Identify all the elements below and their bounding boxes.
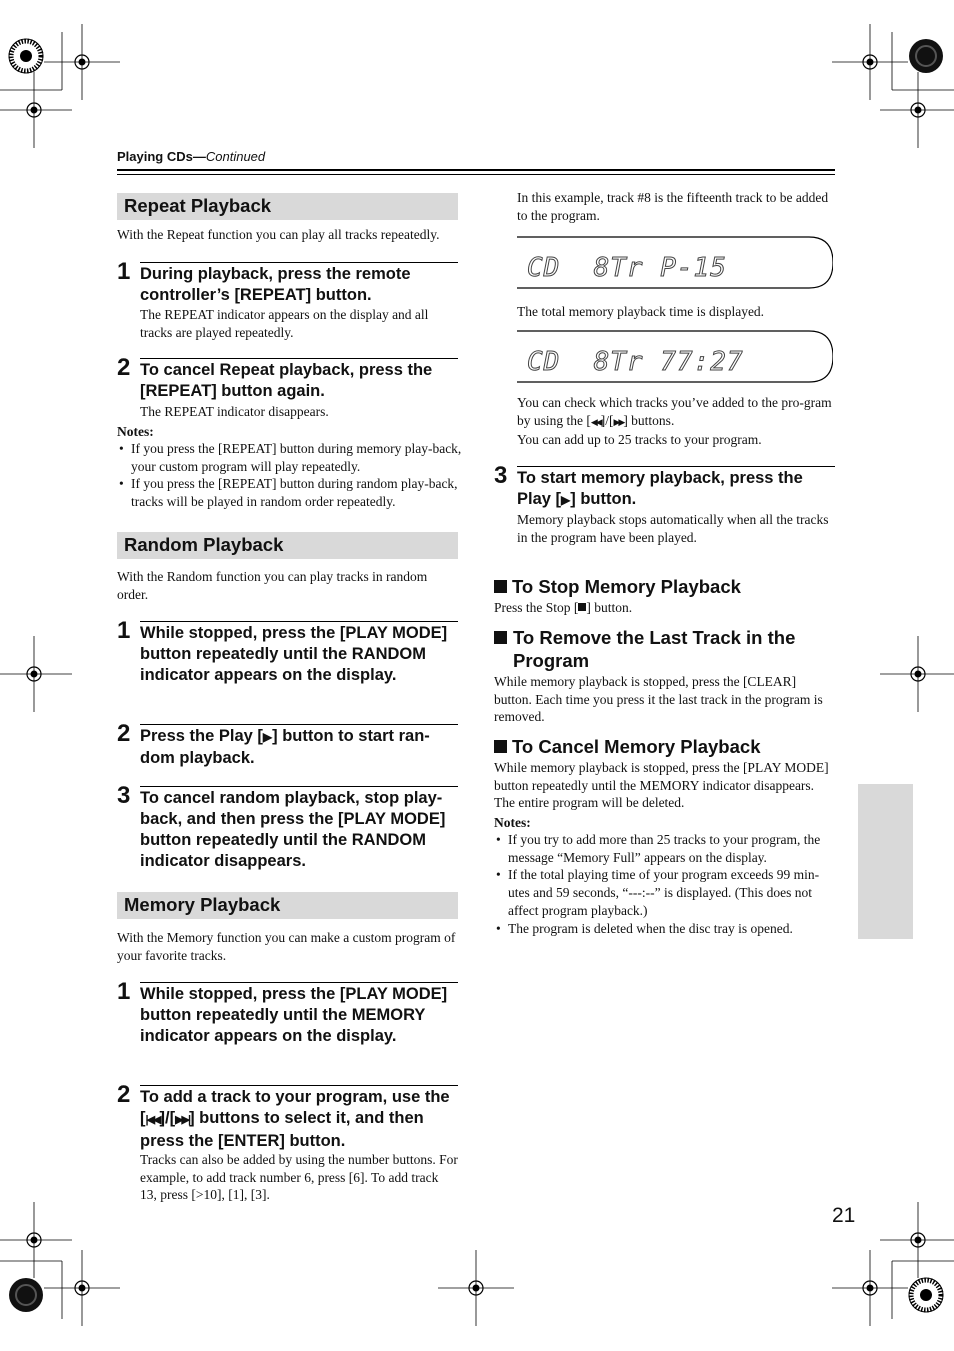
repeat-step-2 [117,354,458,423]
note-item: • If you press the [REPEAT] button during memory play-back, your custom program will play repeatedly. [117,440,462,475]
step-number: 2 [117,1081,131,1108]
lcd-cd: CD [527,253,561,283]
check-tracks-text [517,394,835,431]
cancel-memory-text: While memory playback is stopped, press the [PLAY MODE] button repeatedly until the MEMORY indicator disappears. The entire program will be deleted. [494,760,829,811]
random-step-2 [117,720,458,779]
step-heading [140,726,458,769]
square-bullet-icon [494,631,507,644]
lcd-track: 8Tr [593,347,644,377]
fast-forward-icon: ▶▶ [613,416,624,427]
lcd-display-2 [517,330,833,383]
body-text: ] buttons. [623,412,675,428]
running-header-section: Playing CDs— [117,149,206,164]
section-repeat-playback [117,193,458,220]
body-text: You can check which tracks you’ve added to the pro-gram by using the [ [517,395,832,428]
lcd-track: 8Tr [593,253,644,283]
step-description: Tracks can also be added by using the number buttons. For example, to add track number 6, press [6]. To add track 13, press [>10], [1], [3]. [140,1152,458,1203]
step-heading-text: ] button. [570,490,637,508]
memory-step-3 [494,462,835,551]
section-title: Random Playback [124,534,284,555]
body-text: ] button. [586,600,633,615]
step-heading: To cancel Repeat playback, press the [REPEAT] button again. [140,361,433,400]
rewind-icon: ◀◀ [590,416,601,427]
memory-step-2 [117,1081,458,1210]
stop-memory-heading [494,575,835,598]
header-rule-thin [117,174,835,175]
step-heading: While stopped, press the [PLAY MODE] button repeatedly until the MEMORY indicator appears on the display. [140,985,448,1045]
section-random-playback [117,532,458,559]
step-description: The REPEAT indicator appears on the display and all tracks are played repeatedly. [140,307,429,340]
remove-last-track-heading [494,626,835,672]
note-item: • If the total playing time of your program exceeds 99 min-utes and 59 seconds, “---:--” is displayed. (This does not affect program playback.) [494,866,837,919]
chapter-tab [858,784,913,939]
body-text: Press the Stop [ [494,600,579,615]
notes-title: Notes: [117,424,154,439]
section-title: Memory Playback [124,894,281,915]
body-text: ]/[ [600,412,614,428]
example-text: In this example, track #8 is the fifteenth track to be added to the program. [517,190,829,223]
step-number: 1 [117,258,131,285]
step-heading: To cancel random playback, stop play-back, and then press the [PLAY MODE] button repeatedly until the RANDOM indicator disappears. [140,789,446,870]
lcd-text-1 [527,254,727,282]
note-item: • The program is deleted when the disc tray is opened. [494,920,837,938]
note-item: • If you try to add more than 25 tracks to your program, the message “Memory Full” appears on the display. [494,831,837,866]
square-bullet-icon [494,740,507,753]
subheading-text: To Stop Memory Playback [512,576,741,597]
memory-step-1 [117,978,458,1077]
repeat-notes [117,424,462,511]
step-heading-text: To start memory playback, press the Play [ [517,469,803,508]
running-header [117,149,265,164]
notes-title: Notes: [494,815,531,830]
header-rule [117,169,835,171]
step-number: 2 [117,354,131,381]
step-heading: During playback, press the remote controller’s [REPEAT] button. [140,265,411,304]
step-heading [517,468,835,511]
step-description: The REPEAT indicator disappears. [140,404,329,419]
random-step-3 [117,782,458,881]
step-number: 1 [117,978,131,1005]
skip-back-icon: |◀◀ [145,1114,160,1126]
section-title: Repeat Playback [124,195,272,216]
step-number: 3 [494,462,508,489]
play-icon: ▶ [262,730,273,744]
subheading-text: To Remove the Last Track in the Program [513,627,796,671]
memory-intro: With the Memory function you can make a custom program of your favorite tracks. [117,930,456,963]
step-description: Memory playback stops automatically when all the tracks in the program have been played. [517,512,829,545]
lcd-text-2 [527,348,744,376]
subheading-text: To Cancel Memory Playback [512,736,761,757]
running-header-continued: Continued [205,149,266,164]
page-number: 21 [832,1204,856,1227]
lcd-time: 77:27 [660,347,744,377]
max-tracks-text: You can add up to 25 tracks to your program. [517,432,762,447]
lcd-program: P-15 [660,253,727,283]
step-heading-text: ] button to start ran-dom playback. [140,727,430,767]
cancel-memory-heading [494,735,835,758]
random-step-1 [117,617,458,716]
total-time-text: The total memory playback time is displayed. [517,304,765,319]
step-number: 2 [117,720,131,747]
lcd-display-1 [517,236,833,289]
step-heading: While stopped, press the [PLAY MODE] button repeatedly until the RANDOM indicator appears on the display. [140,624,448,684]
step-heading-text: ]/[ [159,1109,176,1127]
step-heading-text: To add a track to your program, use the [ [140,1088,450,1127]
remove-last-track-text: While memory playback is stopped, press the [CLEAR] button. Each time you press it the last track in the program is removed. [494,674,823,725]
step-number: 3 [117,782,131,809]
memory-notes [494,815,837,937]
play-icon: ▶ [561,493,571,507]
repeat-intro: With the Repeat function you can play all tracks repeatedly. [117,227,440,242]
lcd-cd: CD [527,347,561,377]
random-intro: With the Random function you can play tracks in random order. [117,569,428,602]
step-heading-text: Press the Play [ [140,727,263,745]
step-number: 1 [117,617,131,644]
section-memory-playback [117,892,458,919]
stop-memory-text [494,599,835,617]
square-bullet-icon [494,580,507,593]
step-heading-text: ] buttons to select it, and then press the [ENTER] button. [140,1109,424,1150]
repeat-step-1 [117,258,458,352]
skip-forward-icon: ▶▶| [175,1114,190,1126]
step-heading [140,1087,458,1152]
note-item: • If you press the [REPEAT] button during random play-back, tracks will be played in random order repeatedly. [117,475,462,510]
